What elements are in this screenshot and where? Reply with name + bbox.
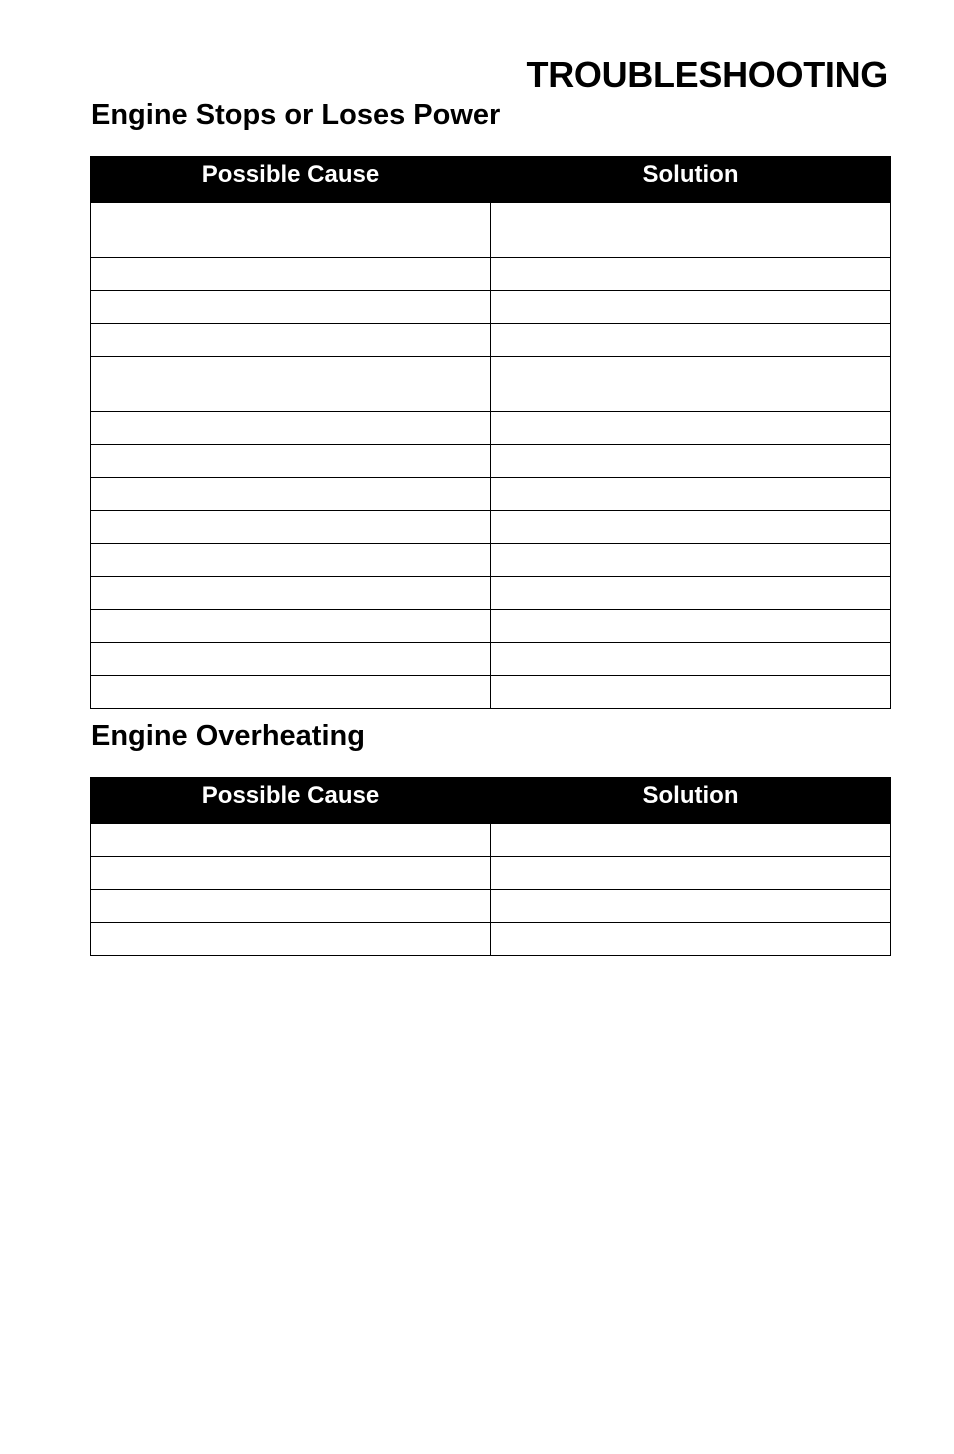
solution-cell [491, 412, 891, 445]
cause-cell [91, 291, 491, 324]
table-row [91, 890, 891, 923]
table-row [91, 643, 891, 676]
table-header-row [91, 778, 891, 824]
table-row [91, 357, 891, 412]
solution-cell [491, 203, 891, 258]
cause-cell [91, 357, 491, 412]
solution-cell [491, 824, 891, 857]
table-row [91, 478, 891, 511]
troubleshooting-table-engine-overheating [90, 777, 891, 956]
cause-cell [91, 511, 491, 544]
solution-cell [491, 923, 891, 956]
table-row [91, 824, 891, 857]
solution-cell [491, 610, 891, 643]
page-title: TROUBLESHOOTING [526, 54, 888, 95]
table-row [91, 610, 891, 643]
solution-cell [491, 478, 891, 511]
cause-cell [91, 890, 491, 923]
solution-cell [491, 577, 891, 610]
column-header-solution: Solution [491, 778, 891, 824]
table-row [91, 258, 891, 291]
solution-cell [491, 445, 891, 478]
column-header-possible-cause: Possible Cause [91, 157, 491, 203]
cause-cell [91, 824, 491, 857]
table-row [91, 577, 891, 610]
column-header-solution: Solution [491, 157, 891, 203]
table-row [91, 445, 891, 478]
solution-cell [491, 544, 891, 577]
cause-cell [91, 577, 491, 610]
table-row [91, 203, 891, 258]
cause-cell [91, 258, 491, 291]
solution-cell [491, 357, 891, 412]
cause-cell [91, 203, 491, 258]
table-row [91, 923, 891, 956]
table-row [91, 324, 891, 357]
troubleshooting-table-engine-stops [90, 156, 891, 709]
cause-cell [91, 544, 491, 577]
cause-cell [91, 676, 491, 709]
solution-cell [491, 258, 891, 291]
cause-cell [91, 412, 491, 445]
table-row [91, 676, 891, 709]
cause-cell [91, 610, 491, 643]
solution-cell [491, 857, 891, 890]
solution-cell [491, 676, 891, 709]
table-row [91, 544, 891, 577]
table-row [91, 857, 891, 890]
solution-cell [491, 511, 891, 544]
cause-cell [91, 445, 491, 478]
table-row [91, 412, 891, 445]
cause-cell [91, 857, 491, 890]
cause-cell [91, 478, 491, 511]
cause-cell [91, 923, 491, 956]
cause-cell [91, 643, 491, 676]
solution-cell [491, 291, 891, 324]
column-header-possible-cause: Possible Cause [91, 778, 491, 824]
table-row [91, 511, 891, 544]
solution-cell [491, 324, 891, 357]
solution-cell [491, 890, 891, 923]
section-heading-engine-overheating: Engine Overheating [91, 720, 365, 752]
table-header-row [91, 157, 891, 203]
table-row [91, 291, 891, 324]
solution-cell [491, 643, 891, 676]
section-heading-engine-stops: Engine Stops or Loses Power [91, 99, 501, 131]
cause-cell [91, 324, 491, 357]
